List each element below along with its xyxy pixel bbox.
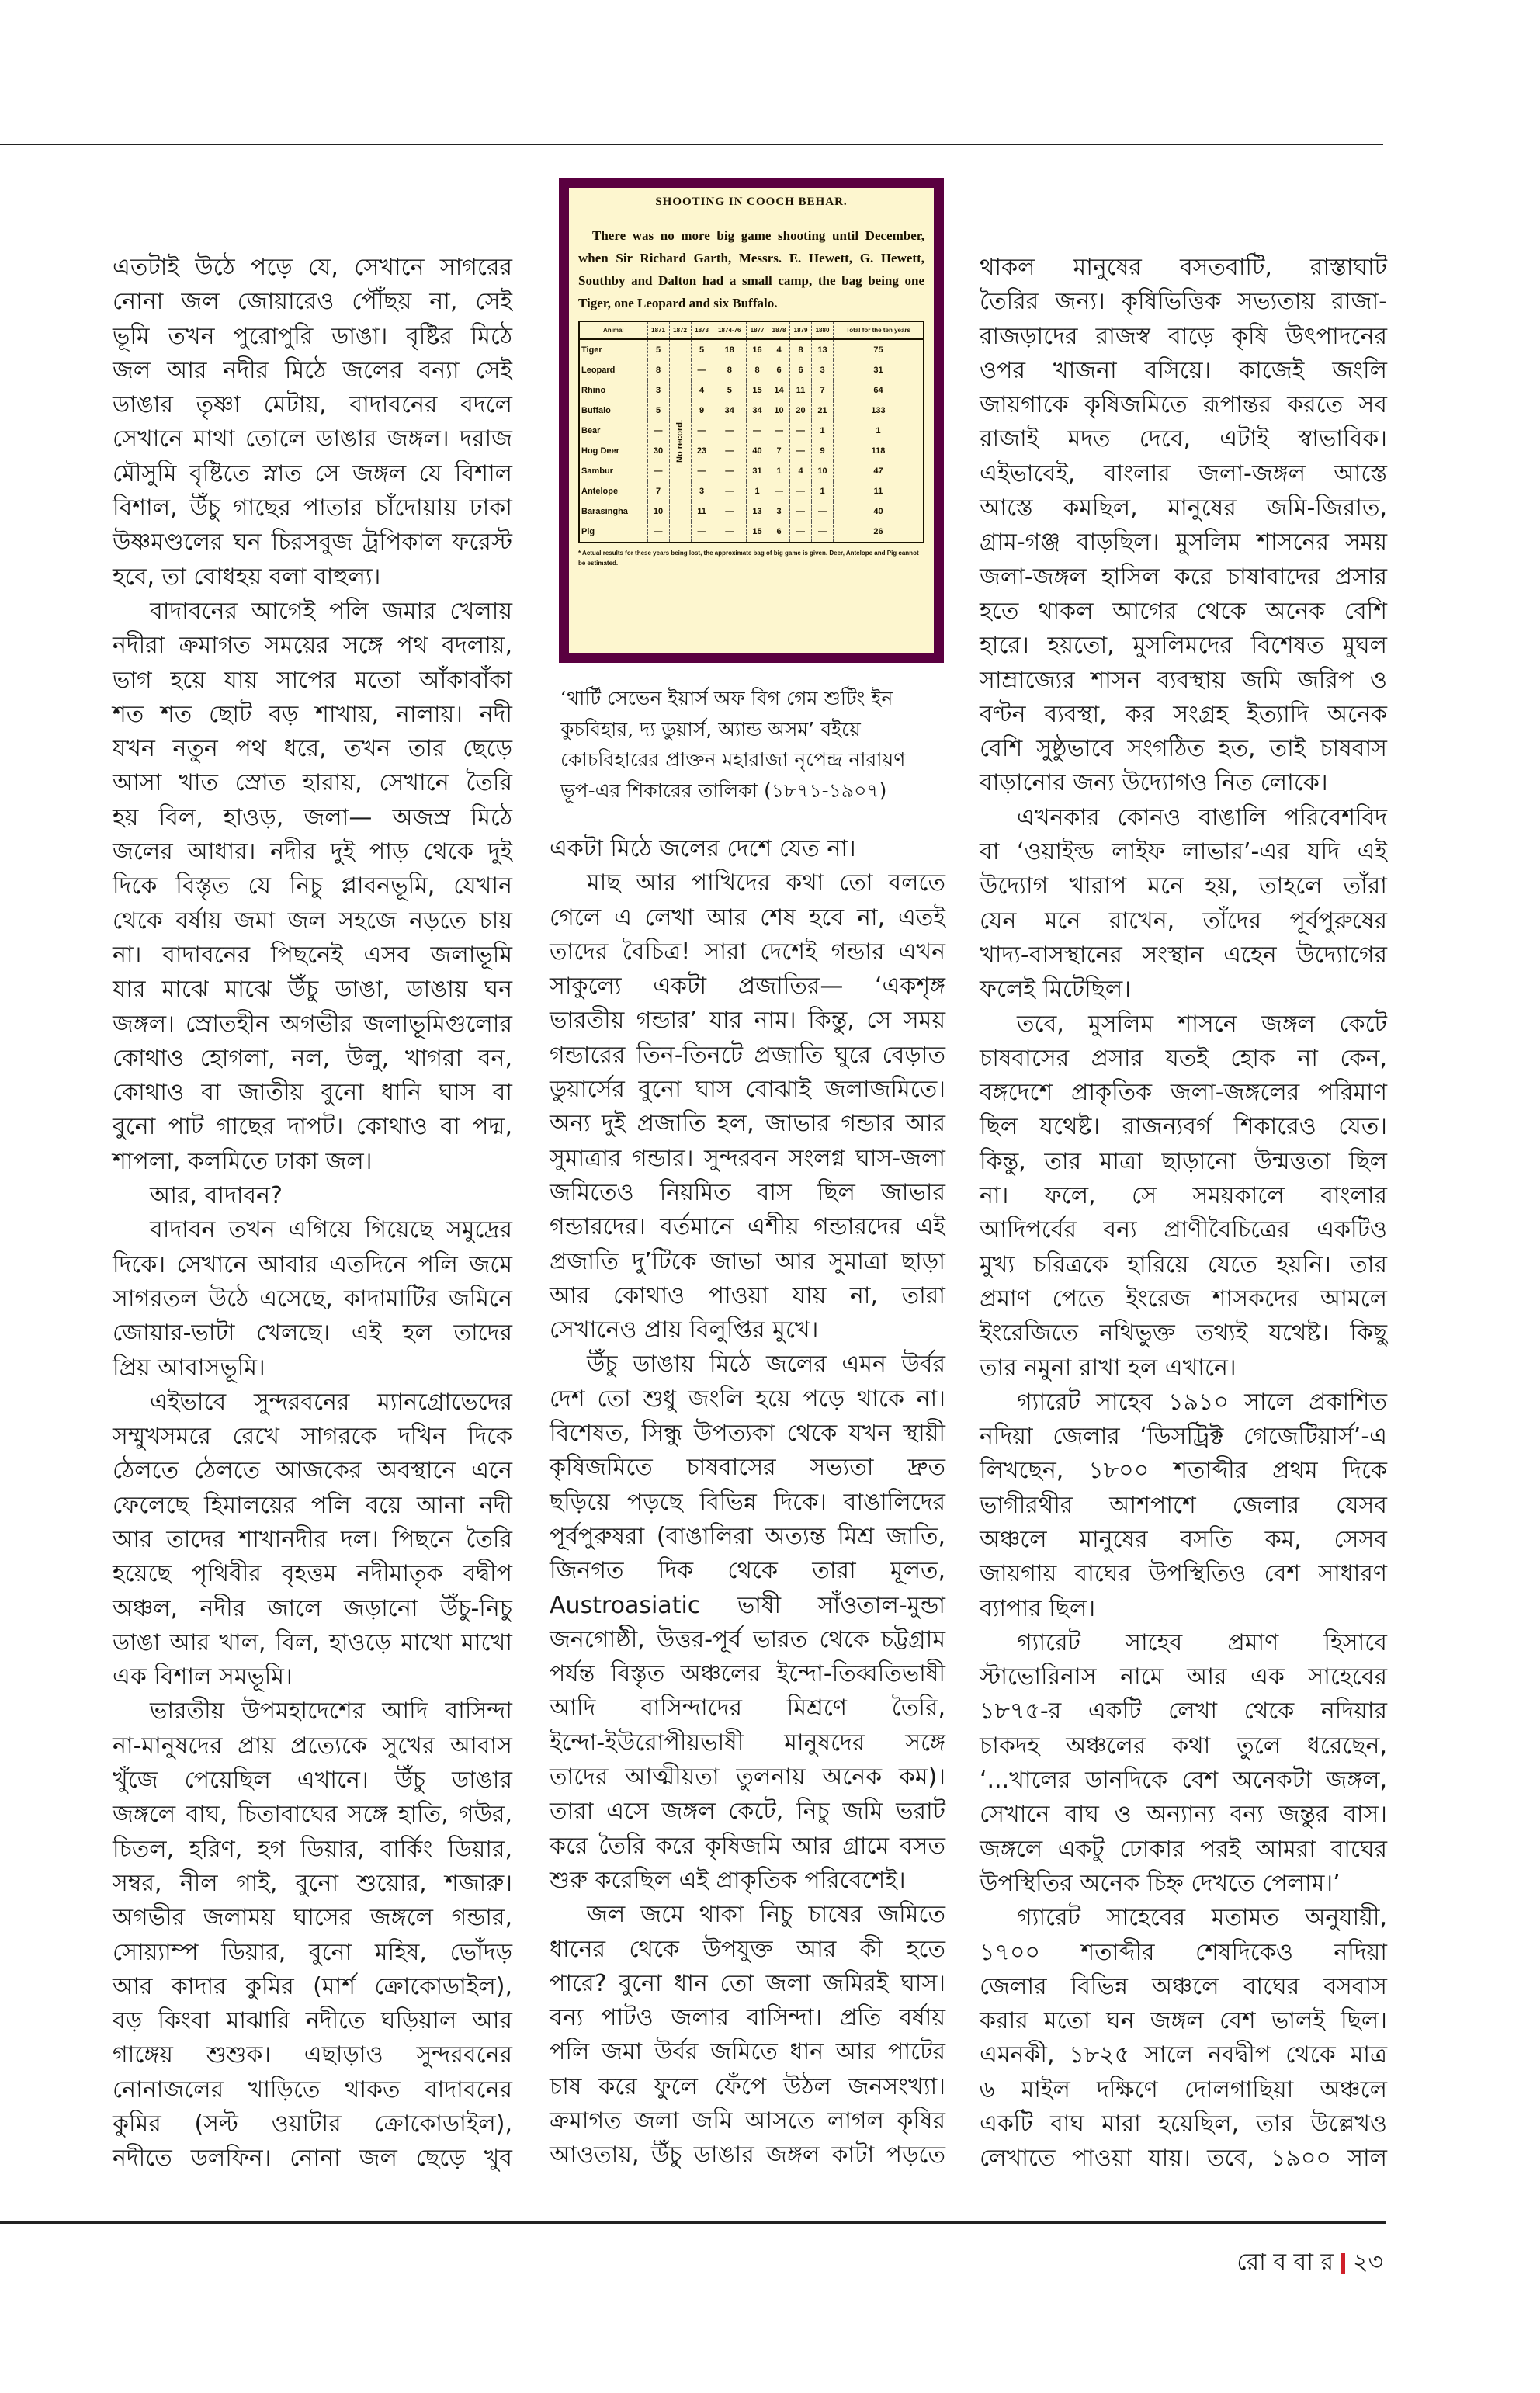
text-line: গ্যারেট সাহেব ১৯১০ সালে প্রকাশিত [1017,1388,1387,1416]
text-line: অন্য দুই প্রজাতি হল, জাভার গন্ডার আর [550,1110,945,1138]
table-cell: 1 [834,421,924,441]
table-cell: 3 [768,501,790,522]
text-line: এমনকী, ১৮২৫ সালে নবদ্বীপ থেকে মাত্র [980,2041,1387,2069]
text-line: থেকে বর্ষায় জমা জল সহজে নড়তে চায় [113,907,512,935]
table-cell: — [790,522,812,543]
table-cell: 20 [790,401,812,421]
footer-divider [1341,2253,1345,2274]
text-line: গন্ডারদের। বর্তমানে এশীয় গন্ডারদের এই [550,1213,945,1241]
text-line: বা ‘ওয়াইল্ড লাইফ লাভার’-এর যদি এই [980,838,1387,866]
table-cell: — [812,501,834,522]
table-row [579,501,924,522]
table-header-cell: 1873 [691,321,713,339]
text-line: কিন্তু, তার মাত্রা ছাড়ানো উন্মত্ততা ছিল [980,1147,1387,1175]
table-cell: — [747,421,768,441]
text-line: জেলার বিভিন্ন অঞ্চলে বাঘের বসবাস [980,1972,1387,2000]
table-cell: 5 [691,339,713,360]
animal-name: Rhino [579,380,647,401]
text-line: ৬ মাইল দক্ষিণে দোলগাছিয়া অঞ্চলে [980,2076,1387,2103]
text-line: ডুয়ার্সের বুনো ঘাস বোঝাই জলাজমিতে। [550,1076,945,1104]
table-cell: — [713,421,747,441]
table-cell: 18 [713,339,747,360]
text-line: শুরু করেছিল এই প্রাকৃতিক পরিবেশেই। [550,1866,906,1894]
text-line: জায়গাকে কৃষিজমিতে রূপান্তর করতে সব [980,391,1387,419]
text-line: শাপলা, কলমিতে ঢাকা জল। [113,1147,373,1175]
table-row [579,380,924,401]
text-line: যার মাঝে মাঝে উঁচু ডাঙা, ডাঙায় ঘন [113,976,512,1004]
table-cell: 8 [713,360,747,380]
text-line: হয়েছে পৃথিবীর বৃহত্তম নদীমাতৃক বদ্বীপ [113,1560,512,1588]
table-row [579,522,924,543]
text-line: হতে থাকল আগের থেকে অনেক বেশি [980,597,1387,625]
text-line: দেশ তো শুধু জংলি হয়ে পড়ে থাকে না। [550,1385,945,1413]
footer-rule [0,2221,1386,2224]
text-line: মৌসুমি বৃষ্টিতে স্নাত সে জঙ্গল যে বিশাল [113,460,512,487]
table-cell: 10 [768,401,790,421]
text-line: বাড়ানোর জন্য উদ্যোগও নিত লোকে। [980,769,1328,797]
text-line: আর কাদার কুমির (মার্শ ক্রোকোডাইল), [113,1972,512,2000]
table-header-cell: 1872 [669,321,691,339]
table-cell: 11 [790,380,812,401]
table-cell: 64 [834,380,924,401]
table-cell: 8 [790,339,812,360]
text-line: কৃষিজমিতে চাষবাসের সভ্যতা দ্রুত [550,1454,945,1482]
text-line: সাগরতল উঠে এসেছে, কাদামাটির জমিনে [113,1285,512,1313]
text-line: জলা-জঙ্গল হাসিল করে চাষাবাদের প্রসার [980,563,1387,591]
text-line: অঞ্চলে মানুষের বসতি কম, সেসব [980,1525,1387,1553]
text-line: করার মতো ঘন জঙ্গল বেশ ভালই ছিল। [980,2007,1387,2035]
table-cell: — [647,461,669,481]
text-line: বণ্টন ব্যবস্থা, কর সংগ্রহ ইত্যাদি অনেক [980,700,1387,728]
table-cell: 4 [691,380,713,401]
table-cell: 11 [691,501,713,522]
text-line: জলের আধার। নদীর দুই পাড় থেকে দুই [113,838,512,866]
text-line: এইভাবেই, বাংলার জলা-জঙ্গল আস্তে [980,460,1387,487]
text-line: অঞ্চল, নদীর জালে জড়ানো উঁচু-নিচু [113,1594,512,1622]
text-line: দিকে বিস্তৃত যে নিচু প্লাবনভূমি, যেখান [113,872,512,900]
table-cell: 5 [647,401,669,421]
table-cell: 23 [691,441,713,461]
table-row [579,481,924,501]
text-line: জায়গায় বাঘের উপস্থিতিও বেশ সাধারণ [980,1560,1387,1588]
text-line: থাকল মানুষের বসতবাটি, রাস্তাঘাট [980,254,1387,281]
table-header-cell: 1878 [768,321,790,339]
text-line: সেখানেও প্রায় বিলুপ্তির মুখে। [550,1316,819,1344]
text-line: জল আর নদীর মিঠে জলের বন্যা সেই [113,356,512,384]
table-row [579,421,924,441]
paragraph [113,1694,512,2176]
text-line: লেখাতে পাওয়া যায়। তবে, ১৯০০ সাল [980,2145,1387,2173]
table-cell: — [691,421,713,441]
table-header-cell: 1877 [747,321,768,339]
text-line: আস্তে কমছিল, মানুষের জমি-জিরাত, [980,494,1387,522]
text-line: বাদাবন তখন এগিয়ে গিয়েছে সমুদ্রের [150,1216,512,1244]
table-cell: 15 [747,380,768,401]
text-line: ভাগ হয়ে যায় সাপের মতো আঁকাবাঁকা [113,666,512,694]
table-cell: 16 [747,339,768,360]
text-line: খুঁজে পেয়েছিল এখানে। উঁচু ডাঙার [113,1767,512,1795]
text-line: সেখানে মাথা তোলে ডাঙার জঙ্গল। দরাজ [113,425,512,453]
table-cell: — [790,441,812,461]
table-cell: 34 [713,401,747,421]
text-line: অগভীর জলাময় ঘাসের জঙ্গলে গন্ডার, [113,1904,512,1932]
text-line: আদি বাসিন্দাদের মিশ্রণে তৈরি, [550,1694,945,1722]
text-line: সোয়্যাম্প ডিয়ার, বুনো মহিষ, ভোঁদড় [113,1938,512,1966]
text-line: সাম্রাজ্যের শাসন ব্যবস্থায় জমি জরিপ ও [980,666,1387,694]
table-header-cell: 1871 [647,321,669,339]
text-line: আর কোথাও পাওয়া যায় না, তারা [550,1281,945,1309]
article-column-1 [113,251,512,2176]
text-line: ফেলেছে হিমালয়ের পলি বয়ে আনা নদী [113,1491,512,1519]
table-cell: 75 [834,339,924,360]
text-line: আর তাদের শাখানদীর দল। পিছনে তৈরি [113,1525,512,1553]
text-line: সাকুল্যে একটা প্রজাতির— ‘একশৃঙ্গ [550,973,945,1001]
table-cell: 10 [647,501,669,522]
text-line: যখন নতুন পথ ধরে, তখন তার ছেড়ে [113,735,512,763]
text-line: ভারতীয় গন্ডার’ যার নাম। কিন্তু, সে সময় [550,1007,945,1035]
text-line: ক্রমাগত জলা জমি আসতে লাগল কৃষির [550,2107,945,2135]
text-line: করে তৈরি করে কৃষিজমি আর গ্রামে বসত [550,1832,945,1860]
text-line: ডাঙা আর খাল, বিল, হাওড়ে মাখো মাখো [113,1628,512,1656]
table-cell: 34 [747,401,768,421]
table-cell: — [790,501,812,522]
text-line: গন্ডারের তিন-তিনটে প্রজাতি ঘুরে বেড়াত [550,1041,945,1069]
text-line: জনগোষ্ঠী, উত্তর-পূর্ব ভারত থেকে চট্টগ্রাম [550,1625,945,1653]
text-line: নোনাজলের খাড়িতে থাকত বাদাবনের [113,2076,512,2103]
article-column-2 [550,832,945,2173]
text-line: জঙ্গলে একটু ঢোকার পরই আমরা বাঘের [980,1835,1387,1863]
text-line: ইংরেজিতে নথিভুক্ত তথ্যই যথেষ্ট। কিছু [980,1320,1387,1347]
text-line: ওপর খাজনা বসিয়ে। কাজেই জংলি [980,356,1387,384]
text-line: খাদ্য-বাসস্থানের সংস্থান এহেন উদ্যোগের [980,941,1387,969]
text-line: স্টাভোরিনাস নামে আর এক সাহেবের [980,1663,1387,1691]
text-line: কোথাও হোগলা, নল, উলু, খাগরা বন, [113,1044,512,1072]
table-row [579,360,924,380]
paragraph [980,1626,1387,1901]
text-line: ভাগীরথীর আশপাশে জেলার যেসব [980,1491,1387,1519]
text-line: ছিল যথেষ্ট। রাজন্যবর্গ শিকারেও যেত। [980,1113,1387,1141]
text-line: কোথাও বা জাতীয় বুনো ধানি ঘাস বা [113,1079,512,1107]
text-line: উদ্যোগ খারাপ মনে হয়, তাহলে তাঁরা [980,872,1387,900]
table-cell: 6 [768,522,790,543]
table-cell: 40 [834,501,924,522]
table-cell: — [713,441,747,461]
animal-name: Barasingha [579,501,647,522]
table-header-cell: Total for the ten years [834,321,924,339]
text-line: ছড়িয়ে পড়ছে বিভিন্ন দিকে। বাঙালিদের [550,1488,945,1516]
paragraph [113,595,512,1179]
text-line: নদিয়া জেলার ‘ডিসট্রিক্ট গেজেটিয়ার্স’-এ [980,1423,1387,1451]
text-line: তারা এসে জঙ্গল কেটে, নিচু জমি ভরাট [550,1798,945,1826]
table-cell: 30 [647,441,669,461]
text-line: পর্যন্ত বিস্তৃত অঞ্চলের ইন্দো-তিব্বতিভাষী [550,1660,945,1688]
table-cell: 21 [812,401,834,421]
archival-clipping-image [559,178,944,663]
text-line: জোয়ার-ভাটা খেলছে। এই হল তাদের [113,1320,512,1347]
table-cell: 31 [834,360,924,380]
table-row [579,339,924,360]
clipping-title: SHOOTING IN COOCH BEHAR. [655,196,848,208]
table-cell: 15 [747,522,768,543]
text-line: আসা খাত স্রোত হারায়, সেখানে তৈরি [113,769,512,797]
text-line: যেন মনে রাখেন, তাঁদের পূর্বপুরুষের [980,907,1387,935]
text-line: উঁচু ডাঙায় মিঠে জলের এমন উর্বর [587,1351,945,1379]
text-line: আদিপর্বের বন্য প্রাণীবৈচিত্রের একটিও [980,1216,1387,1244]
text-line: জমিতেও নিয়মিত বাস ছিল জাভার [550,1178,945,1206]
text-line: হয় বিল, হাওড়, জলা— অজস্র মিঠে [113,803,512,831]
table-cell: 14 [768,380,790,401]
paragraph [550,1898,945,2173]
table-cell: — [768,481,790,501]
paragraph [980,1007,1387,1386]
clipping-paper [569,188,934,653]
table-cell: 6 [768,360,790,380]
table-row [579,401,924,421]
caption-line: ভূপ-এর শিকারের তালিকা (১৮৭১-১৯০৭) [560,779,887,802]
text-line: একটা মিঠে জলের দেশে যেত না। [550,835,856,862]
animal-name: Leopard [579,360,647,380]
table-cell: 13 [747,501,768,522]
article-column-3 [980,251,1387,2176]
table-cell: 1 [747,481,768,501]
table-cell: 13 [812,339,834,360]
text-line: ১৮৭৫-র একটি লেখা থেকে নদিয়ার [980,1698,1387,1725]
table-cell: — [647,421,669,441]
text-line: ইন্দো-ইউরোপীয়ভাষী মানুষদের সঙ্গে [550,1729,945,1757]
table-cell: 6 [790,360,812,380]
paragraph [550,832,945,866]
text-line: তৈরির জন্য। কৃষিভিত্তিক সভ্যতায় রাজা- [980,288,1387,316]
table-cell: 133 [834,401,924,421]
text-line: ভূমি তখন পুরোপুরি ডাঙা। বৃষ্টির মিঠে [113,322,512,350]
clipping-footnote: * Actual results for these years being lost, the approximate bag of big game is given. Deer, Antelope and Pig cannot be estimated. [578,550,919,567]
text-line: ভারতীয় উপমহাদেশের আদি বাসিন্দা [150,1698,512,1725]
text-line: পলি জমা উর্বর জমিতে ধান আর পাটের [550,2038,945,2066]
text-line: বন্য পাটও জলার বাসিন্দা। প্রতি বর্ষায় [550,2004,945,2032]
text-line: মুখ্য চরিত্রকে হারিয়ে যেতে হয়নি। তার [980,1250,1387,1278]
clipping-body: There was no more big game shooting until December, when Sir Richard Garth, Messrs. E. Hewett, G. Hewett, Southby and Dalton had a small camp, the bag being one Tiger, one Leopard and six Buffalo. [578,228,924,310]
no-record-note: No record. [669,339,691,543]
table-cell: — [812,522,834,543]
text-line: গাঙ্গেয় শুশুক। এছাড়াও সুন্দরবনের [113,2041,512,2069]
table-cell: — [790,421,812,441]
table-cell: 9 [691,401,713,421]
text-line: এইভাবে সুন্দরবনের ম্যানগ্রোভেদের [150,1388,512,1416]
caption-line: কুচবিহার, দ্য ডুয়ার্স, অ্যান্ড অসম’ বইয়ে [560,717,861,740]
animal-name: Antelope [579,481,647,501]
text-line: গেলে এ লেখা আর শেষ হবে না, এতই [550,903,945,931]
text-line: না। বাদাবনের পিছনেই এসব জলাভূমি [113,941,512,969]
table-cell: 7 [812,380,834,401]
text-line: এক বিশাল সমভূমি। [113,1663,293,1691]
text-line: সম্বর, নীল গাই, বুনো শুয়োর, শজারু। [113,1869,512,1897]
table-cell: 1 [812,481,834,501]
text-line: রাজাই মদত দেবে, এটাই স্বাভাবিক। [980,425,1387,453]
animal-name: Tiger [579,339,647,360]
paragraph [980,1901,1387,2176]
text-line: চাকদহ অঞ্চলের কথা তুলে ধরেছেন, [980,1732,1387,1760]
magazine-name: রো ব বা র [1237,2249,1334,2276]
page-number: ২৩ [1352,2249,1383,2276]
text-line: ব্যাপার ছিল। [980,1594,1096,1622]
text-line: বুনো পাট গাছের দাপট। কোথাও বা পদ্ম, [113,1113,512,1141]
paragraph [113,251,512,595]
table-cell: 1 [768,461,790,481]
table-cell: — [647,522,669,543]
table-cell: — [691,522,713,543]
table-cell: 7 [647,481,669,501]
paragraph [980,251,1387,801]
text-line: সুমাত্রার গন্ডার। সুন্দরবন সংলগ্ন ঘাস-জলা [550,1144,945,1172]
text-line: হবে, তা বোধহয় বলা বাহুল্য। [113,563,381,591]
table-cell: 40 [747,441,768,461]
table-header-cell: Animal [579,321,647,339]
text-line: ফলেই মিটেছিল। [980,976,1131,1004]
text-line: গ্যারেট সাহেবের মতামত অনুযায়ী, [1017,1904,1387,1932]
paragraph [550,1347,945,1898]
text-line: তার নমুনা রাখা হল এখানে। [980,1354,1237,1382]
animal-name: Hog Deer [579,441,647,461]
table-header-cell: 1874-76 [713,321,747,339]
text-line: ‘...খালের ডানদিকে বেশ অনেকটা জঙ্গল, [980,1767,1387,1795]
text-line: জল জমে থাকা নিচু চাষের জমিতে [587,1901,945,1929]
text-line: চাষ করে ফুলে ফেঁপে উঠল জনসংখ্যা। [550,2072,945,2100]
table-cell: 26 [834,522,924,543]
table-row [579,461,924,481]
animal-name: Sambur [579,461,647,481]
table-cell: 10 [812,461,834,481]
text-line: সেখানে বাঘ ও অন্যান্য বন্য জন্তুর বাস। [980,1801,1387,1829]
paragraph [980,801,1387,1007]
text-line: কুমির (সল্ট ওয়াটার ক্রোকোডাইল), [113,2110,512,2138]
text-line: এতটাই উঠে পড়ে যে, সেখানে সাগরের [113,254,512,281]
paragraph [980,1386,1387,1626]
table-cell: 5 [713,380,747,401]
table-cell: 4 [768,339,790,360]
text-line: উষ্ণমণ্ডলের ঘন চিরসবুজ ট্রপিকাল ফরেস্ট [113,529,512,557]
text-line: বিশাল, উঁচু গাছের পাতার চাঁদোয়ায় ঢাকা [113,494,512,522]
table-cell: — [713,461,747,481]
text-line: তাদের বৈচিত্র! সারা দেশেই গন্ডার এখন [550,938,945,966]
table-cell: — [691,360,713,380]
table-header-cell: 1880 [812,321,834,339]
table-cell: 7 [768,441,790,461]
table-row [579,441,924,461]
text-line: নোনা জল জোয়ারেও পৌঁছয় না, সেই [113,288,512,316]
table-cell: — [790,481,812,501]
table-cell: — [691,461,713,481]
table-cell: 5 [647,339,669,360]
text-line: নদীরা ক্রমাগত সময়ের সঙ্গে পথ বদলায়, [113,632,512,660]
text-line: একটি বাঘ মারা হয়েছিল, তার উল্লেখও [980,2110,1387,2138]
text-line: তবে, মুসলিম শাসনে জঙ্গল কেটে [1017,1010,1387,1038]
table-cell: 47 [834,461,924,481]
text-line: ডাঙার তৃষ্ণা মেটায়, বাদাবনের বদলে [113,391,512,419]
page-footer [1237,2243,1383,2283]
table-cell: — [713,522,747,543]
table-cell: 8 [647,360,669,380]
text-line: প্রমাণ পেতে ইংরেজ শাসকদের আমলে [980,1285,1387,1313]
text-line: বাদাবনের আগেই পলি জমার খেলায় [150,597,512,625]
caption-line: কোচবিহারের প্রাক্তন মহারাজা নৃপেন্দ্র নারায়ণ [560,748,906,771]
text-line: এখনকার কোনও বাঙালি পরিবেশবিদ [1017,803,1387,831]
paragraph [113,1213,512,1385]
table-cell: — [768,421,790,441]
game-bag-table [578,321,924,543]
animal-name: Buffalo [579,401,647,421]
text-line: আওতায়, উঁচু ডাঙার জঙ্গল কাটা পড়তে [550,2142,945,2169]
table-header-cell: 1879 [790,321,812,339]
animal-name: Pig [579,522,647,543]
text-line: ধানের থেকে উপযুক্ত আর কী হতে [550,1935,945,1963]
text-line: না। ফলে, সে সময়কালে বাংলার [980,1182,1387,1210]
text-line: পারে? বুনো ধান তো জলা জমিরই ঘাস। [550,1969,945,1997]
text-line: প্রজাতি দু’টিকে জাভা আর সুমাত্রা ছাড়া [550,1247,945,1275]
text-line: না-মানুষদের প্রায় প্রত্যেকে সুখের আবাস [113,1732,512,1760]
text-line: বেশি সুষ্ঠুভাবে সংগঠিত হত, তাই চাষবাস [980,735,1387,763]
table-cell: 1 [812,421,834,441]
table-cell: 3 [812,360,834,380]
text-line: বঙ্গদেশে প্রাকৃতিক জলা-জঙ্গলের পরিমাণ [980,1079,1387,1107]
text-line: মাছ আর পাখিদের কথা তো বলতে [587,869,945,897]
text-line: গ্যারেট সাহেব প্রমাণ হিসাবে [1017,1628,1387,1656]
table-cell: 4 [790,461,812,481]
text-line: বড় কিংবা মাঝারি নদীতে ঘড়িয়াল আর [113,2007,512,2035]
header-rule [0,144,1383,145]
text-line: ঠেলতে ঠেলতে আজকের অবস্থানে এনে [113,1457,512,1485]
text-line: হারে। হয়তো, মুসলিমদের বিশেষত মুঘল [980,632,1387,660]
table-cell: 3 [647,380,669,401]
text-line: গ্রাম-গঞ্জ বাড়ছিল। মুসলিম শাসনের সময় [980,529,1387,557]
table-cell: 11 [834,481,924,501]
table-cell: 31 [747,461,768,481]
table-cell: — [713,501,747,522]
text-line: চিতল, হরিণ, হগ ডিয়ার, বার্কিং ডিয়ার, [113,1835,512,1863]
animal-name: Bear [579,421,647,441]
text-line: তাদের আত্মীয়তা তুলনায় অনেক কম)। [550,1764,945,1791]
text-line: প্রিয় আবাসভূমি। [113,1354,265,1382]
table-cell: 8 [747,360,768,380]
text-line: ১৭০০ শতাব্দীর শেষদিকেও নদিয়া [980,1938,1387,1966]
table-cell: — [713,481,747,501]
text-line: আর, বাদাবন? [150,1182,283,1210]
image-caption [560,683,949,806]
table-cell: 3 [691,481,713,501]
text-line: চাষবাসের প্রসার যতই হোক না কেন, [980,1044,1387,1072]
text-line: শত শত ছোট বড় শাখায়, নালায়। নদী [113,700,512,728]
table-cell: 118 [834,441,924,461]
text-line: সম্মুখসমরে রেখে সাগরকে দখিন দিকে [113,1423,512,1451]
text-line: জঙ্গল। স্রোতহীন অগভীর জলাভূমিগুলোর [113,1010,512,1038]
paragraph [550,866,945,1347]
caption-line: ‘থার্টি সেভেন ইয়ার্স অফ বিগ গেম শুটিং ইন [560,687,893,709]
text-line: জঙ্গলে বাঘ, চিতাবাঘের সঙ্গে হাতি, গউর, [113,1801,512,1829]
text-line: উপস্থিতির অনেক চিহ্ন দেখতে পেলাম।’ [980,1869,1341,1897]
text-line: বিশেষত, সিন্ধু উপত্যকা থেকে যখন স্থায়ী [550,1420,945,1448]
text-line: দিকে। সেখানে আবার এতদিনে পলি জমে [113,1250,512,1278]
text-line: পূর্বপুরুষরা (বাঙালিরা অত্যন্ত মিশ্র জাতি, [550,1522,945,1550]
paragraph [113,1386,512,1695]
text-line: Austroasiatic ভাষী সাঁওতাল-মুন্ডা [550,1591,945,1619]
text-line: রাজড়াদের রাজস্ব বাড়ে কৃষি উৎপাদনের [980,322,1387,350]
text-line: নদীতে ডলফিন। নোনা জল ছেড়ে খুব [113,2145,512,2173]
text-line: জিনগত দিক থেকে তারা মূলত, [550,1557,945,1585]
paragraph [113,1179,512,1213]
table-cell: 9 [812,441,834,461]
text-line: লিখছেন, ১৮০০ শতাব্দীর প্রথম দিকে [980,1457,1387,1485]
